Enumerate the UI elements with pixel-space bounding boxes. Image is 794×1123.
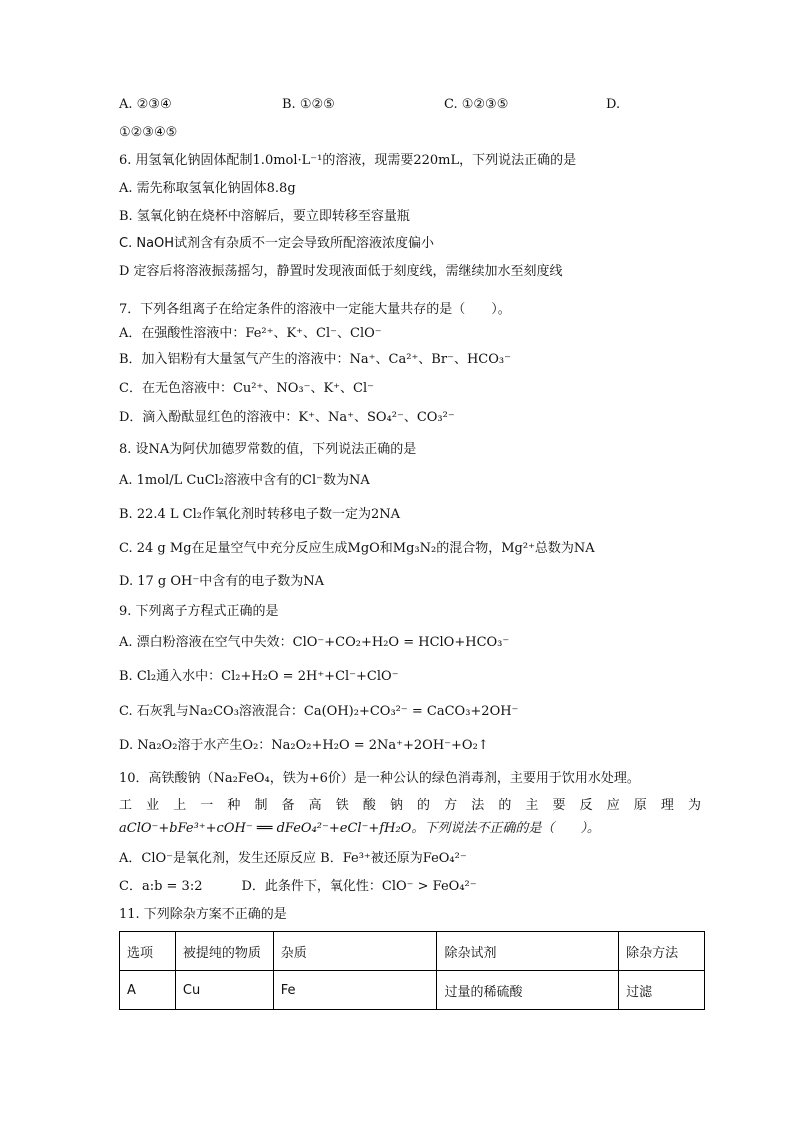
- table-row: [120, 971, 705, 1010]
- q6-option-a: A. 需先称取氢氧化钠固体8.8g: [119, 181, 296, 196]
- q10-line-2: 工业上一种制备高铁酸钠的方法的主要反应原理为: [119, 798, 705, 813]
- q9-option-b: B. Cl₂通入水中：Cl₂+H₂O = 2H⁺+Cl⁻+ClO⁻: [119, 669, 399, 684]
- q5-option-d: D.: [606, 97, 621, 112]
- q5-option-b: B. ①②⑤: [282, 97, 335, 112]
- table-header-row: [120, 932, 705, 971]
- q10-options-ab: A．ClO⁻是氧化剂，发生还原反应 B．Fe³⁺被还原为FeO₄²⁻: [119, 851, 467, 866]
- q9-stem: 9. 下列离子方程式正确的是: [119, 604, 279, 619]
- q8-option-a: A. 1mol/L CuCl₂溶液中含有的Cl⁻数为NA: [119, 473, 370, 488]
- q7-stem: 7．下列各组离子在给定条件的溶液中一定能大量共存的是（ ）。: [119, 302, 511, 317]
- q5-option-c: C. ①②③⑤: [444, 97, 509, 112]
- q6-option-b: B. 氢氧化钠在烧杯中溶解后，要立即转移至容量瓶: [119, 209, 410, 224]
- q7-option-b: B．加入铝粉有大量氢气产生的溶液中：Na⁺、Ca²⁺、Br⁻、HCO₃⁻: [119, 352, 511, 367]
- q9-option-d: D. Na₂O₂溶于水产生O₂：Na₂O₂+H₂O = 2Na⁺+2OH⁻+O₂↑: [119, 738, 489, 753]
- table-header-cell: 选项: [120, 932, 176, 971]
- table-header-cell: 被提纯的物质: [175, 932, 273, 971]
- q5-option-d-continued: ①②③④⑤: [119, 125, 178, 140]
- table-cell: 过量的稀硫酸: [437, 971, 619, 1010]
- table-cell: Fe: [273, 971, 437, 1010]
- table-cell: Cu: [175, 971, 273, 1010]
- table-cell: A: [120, 971, 176, 1010]
- q5-option-a: A. ②③④: [119, 97, 172, 112]
- q9-option-a: A. 漂白粉溶液在空气中失效：ClO⁻+CO₂+H₂O = HClO+HCO₃⁻: [119, 635, 510, 650]
- q7-option-c: C．在无色溶液中：Cu²⁺、NO₃⁻、K⁺、Cl⁻: [119, 381, 374, 396]
- table-cell: 过滤: [619, 971, 705, 1010]
- q8-option-c: C. 24 g Mg在足量空气中充分反应生成MgO和Mg₃N₂的混合物，Mg²⁺总数为NA: [119, 541, 595, 556]
- q6-option-d: D 定容后将溶液振荡摇匀，静置时发现液面低于刻度线，需继续加水至刻度线: [119, 264, 563, 279]
- table-header-cell: 除杂方法: [619, 932, 705, 971]
- q11-stem: 11. 下列除杂方案不正确的是: [119, 907, 287, 922]
- q8-option-b: B. 22.4 L Cl₂作氧化剂时转移电子数一定为2NA: [119, 507, 401, 522]
- q7-option-a: A．在强酸性溶液中：Fe²⁺、K⁺、Cl⁻、ClO⁻: [119, 326, 382, 341]
- q10-line-1: 10．高铁酸钠（Na₂FeO₄，铁为+6价）是一种公认的绿色消毒剂，主要用于饮用水处理。: [119, 771, 640, 786]
- q8-stem: 8. 设NA为阿伏加德罗常数的值，下列说法正确的是: [119, 442, 417, 457]
- q8-option-d: D. 17 g OH⁻中含有的电子数为NA: [119, 574, 324, 589]
- q9-option-c: C. 石灰乳与Na₂CO₃溶液混合：Ca(OH)₂+CO₃²⁻ = CaCO₃+2OH⁻: [119, 704, 519, 719]
- q6-option-c: C. NaOH试剂含有杂质不一定会导致所配溶液浓度偏小: [119, 236, 435, 251]
- q10-line-3: aClO⁻+bFe³⁺+cOH⁻ ══ dFeO₄²⁻+eCl⁻+fH₂O。下列说法不正确的是（ ）。: [119, 821, 600, 836]
- q10-options-cd: C．a:b = 3:2 D．此条件下，氧化性：ClO⁻ > FeO₄²⁻: [119, 879, 477, 894]
- q6-stem: 6. 用氢氧化钠固体配制1.0mol·L⁻¹的溶液，现需要220mL，下列说法正确的是: [119, 153, 577, 168]
- table-header-cell: 杂质: [273, 932, 437, 971]
- table-header-cell: 除杂试剂: [437, 932, 619, 971]
- q11-table: [119, 931, 705, 1010]
- q7-option-d: D．滴入酚酞显红色的溶液中：K⁺、Na⁺、SO₄²⁻、CO₃²⁻: [119, 410, 455, 425]
